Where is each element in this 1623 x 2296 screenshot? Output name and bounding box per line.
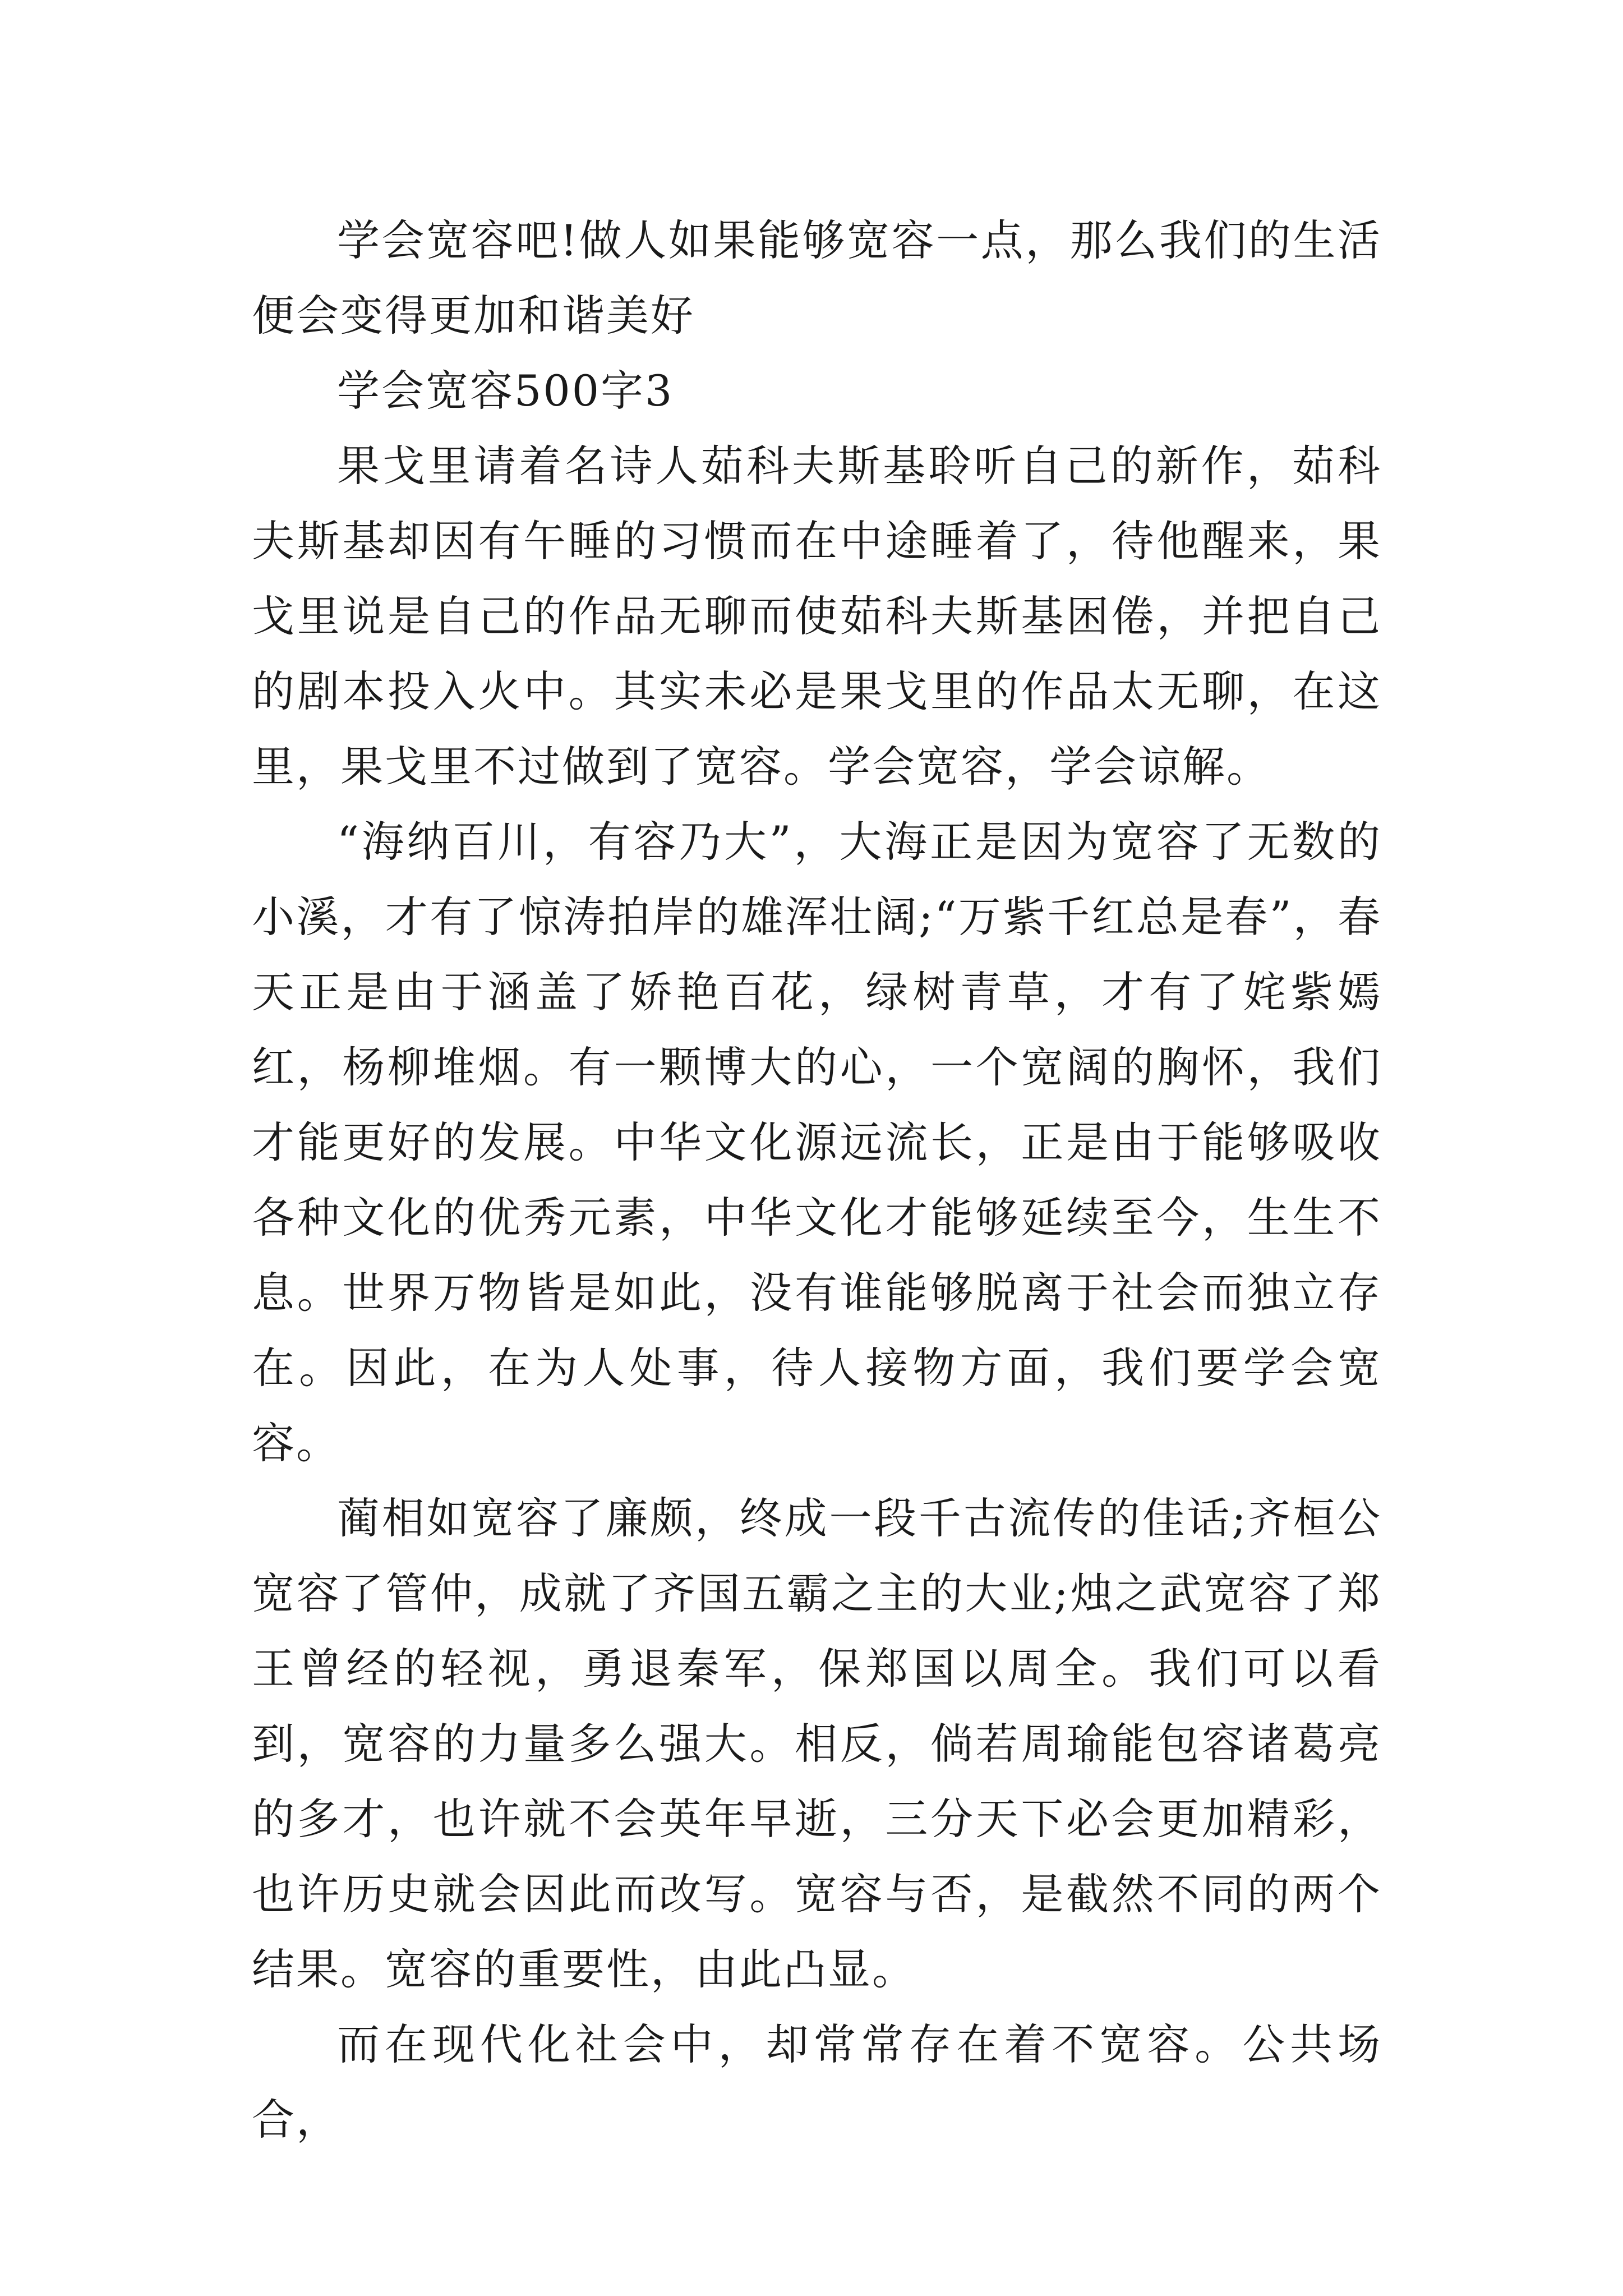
paragraph-gogol: 果戈里请着名诗人茹科夫斯基聆听自己的新作，茹科夫斯基却因有午睡的习惯而在中途睡着了，待他醒来，果戈里说是自己的作品无聊而使茹科夫斯基困倦，并把自己的剧本投入火中。其实未必是果戈里的作品太无聊，在这里，果戈里不过做到了宽容。学会宽容，学会谅解。 (252, 441, 1382, 792)
section-heading: 学会宽容500字3 (337, 366, 674, 416)
document-body (252, 203, 1382, 2157)
paragraph-conclusion: 学会宽容吧!做人如果能够宽容一点，那么我们的生活便会变得更加和谐美好 (252, 215, 1382, 341)
paragraph-modern-society: 而在现代化社会中，却常常存在着不宽容。公共场合， (252, 2019, 1382, 2145)
paragraph-sea-and-spring: “海纳百川，有容乃大”，大海正是因为宽容了无数的小溪，才有了惊涛拍岸的雄浑壮阔;“万紫千红总是春”，春天正是由于涵盖了娇艳百花，绿树青草，才有了姹紫嫣红，杨柳堆烟。有一颗博大的心，一个宽阔的胸怀，我们才能更好的发展。中华文化源远流长，正是由于能够吸收各种文化的优秀元素，中华文化才能够延续至今，生生不息。世界万物皆是如此，没有谁能够脱离于社会而独立存在。因此，在为人处事，待人接物方面，我们要学会宽容。 (252, 817, 1382, 1468)
paragraph-historical-examples: 蔺相如宽容了廉颇，终成一段千古流传的佳话;齐桓公宽容了管仲，成就了齐国五霸之主的大业;烛之武宽容了郑王曾经的轻视，勇退秦军，保郑国以周全。我们可以看到，宽容的力量多么强大。相反，倘若周瑜能包容诸葛亮的多才，也许就不会英年早逝，三分天下必会更加精彩，也许历史就会因此而改写。宽容与否，是截然不同的两个结果。宽容的重要性，由此凸显。 (252, 1493, 1382, 1994)
